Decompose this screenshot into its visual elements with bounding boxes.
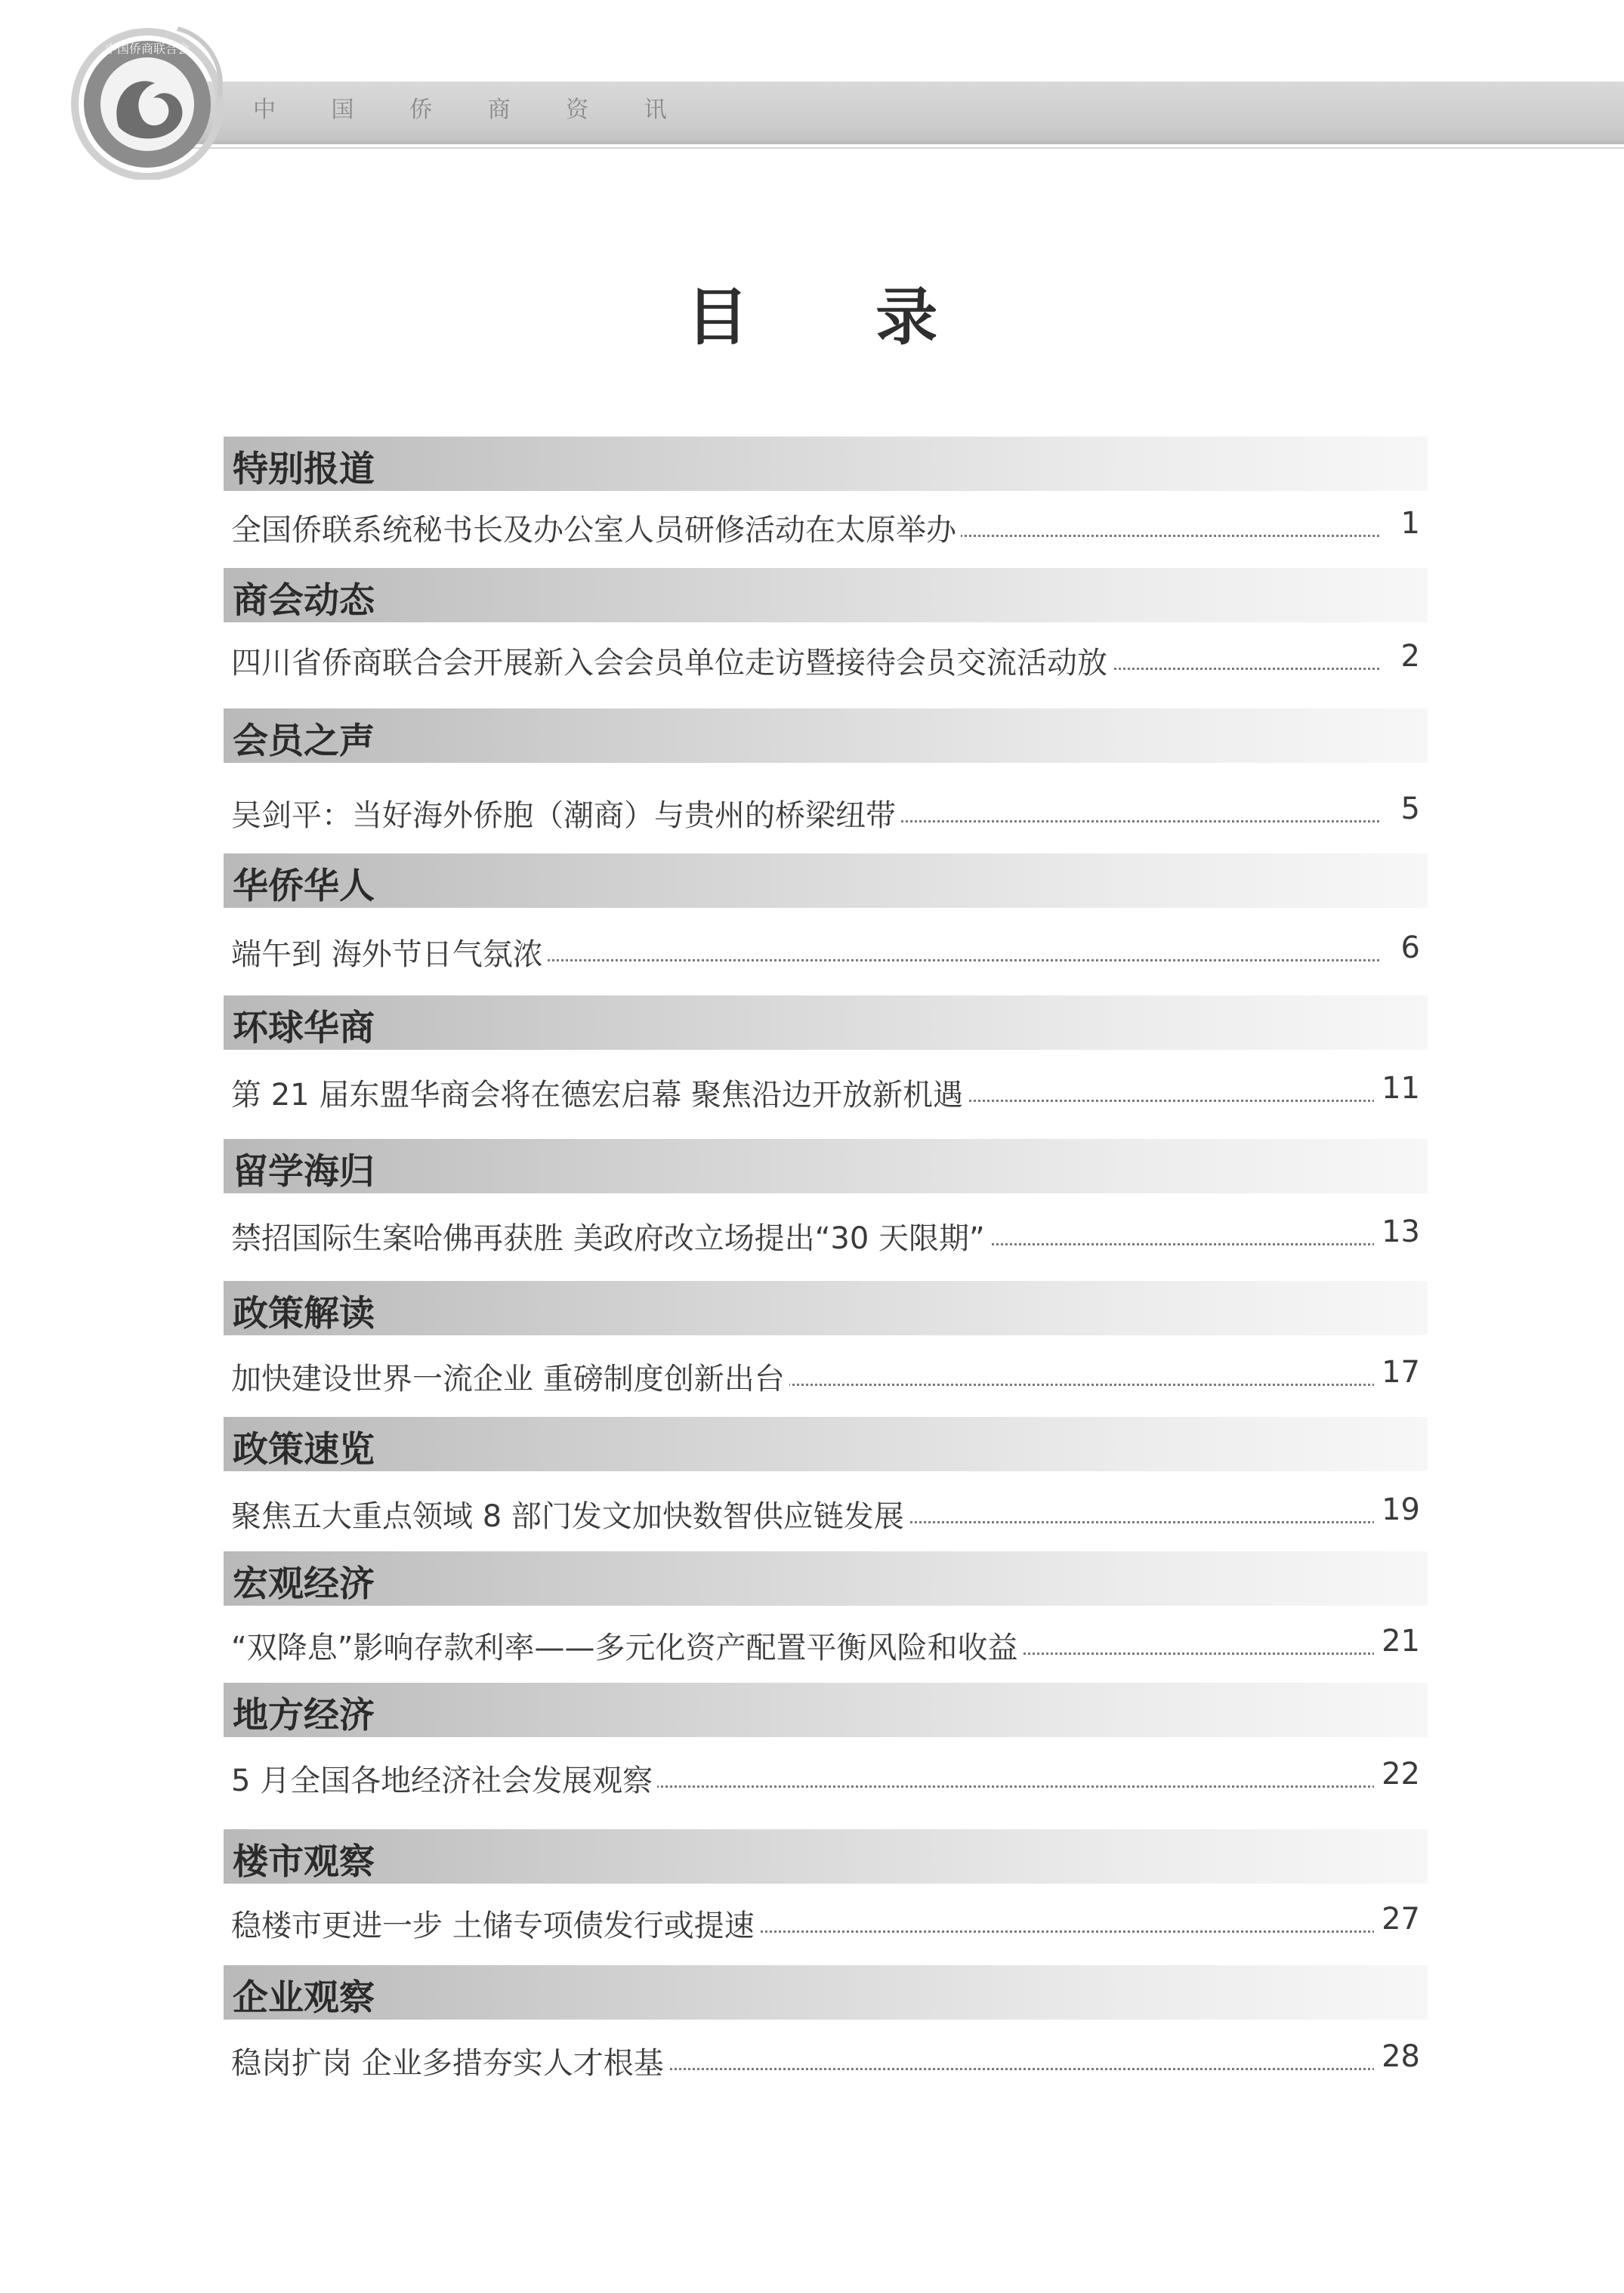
entry-title: 聚焦五大重点领域 8 部门发文加快数智供应链发展 (231, 1492, 909, 1535)
toc-entry[interactable] (231, 792, 1425, 837)
publication-title: 中 国 侨 商 资 讯 (253, 97, 691, 123)
toc-entry[interactable] (231, 1071, 1425, 1116)
section-title: 特别报道 (233, 449, 375, 490)
toc-entry[interactable] (231, 1902, 1425, 1947)
section-title: 环球华商 (233, 1008, 375, 1049)
section-title: 楼市观察 (233, 1841, 375, 1883)
section-header (224, 437, 1428, 491)
entry-title: 全国侨联系统秘书长及办公室人员研修活动在太原举办 (231, 506, 961, 549)
section-header (224, 1281, 1428, 1335)
entry-page-number: 17 (1374, 1355, 1420, 1390)
section-header (224, 1551, 1428, 1606)
section-title: 商会动态 (233, 580, 375, 622)
entry-title: 加快建设世界一流企业 重磅制度创新出台 (231, 1355, 789, 1398)
section-title: 华侨华人 (233, 866, 375, 907)
section-title: 企业观察 (233, 1977, 375, 2019)
section-title: 地方经济 (233, 1695, 375, 1736)
entry-page-number: 27 (1374, 1902, 1420, 1937)
entry-title: 稳楼市更进一步 土储专项债发行或提速 (231, 1902, 759, 1945)
section-header (224, 995, 1428, 1050)
entry-title: 四川省侨商联合会开展新入会会员单位走访暨接待会员交流活动放 (231, 639, 1112, 682)
entry-page-number: 11 (1374, 1071, 1420, 1106)
entry-title: 禁招国际生案哈佛再获胜 美政府改立场提出“30 天限期” (231, 1214, 990, 1258)
page-title: 目 录 (686, 282, 991, 353)
section-header (224, 853, 1428, 908)
section-header (224, 1965, 1428, 2020)
section-title: 宏观经济 (233, 1563, 375, 1605)
entry-page-number: 21 (1374, 1624, 1420, 1659)
section-header (224, 1139, 1428, 1193)
toc-entry[interactable] (231, 930, 1425, 976)
entry-page-number: 5 (1382, 792, 1420, 826)
section-title: 会员之声 (233, 721, 375, 762)
toc-entry[interactable] (231, 1355, 1425, 1400)
section-header (224, 1829, 1428, 1884)
toc-entry[interactable] (231, 1757, 1425, 1802)
logo-text: 中国侨商联合会 (104, 42, 190, 56)
entry-page-number: 28 (1374, 2039, 1420, 2074)
section-title: 留学海归 (233, 1151, 375, 1193)
entry-page-number: 13 (1374, 1214, 1420, 1249)
entry-title: 端午到 海外节日气氛浓 (231, 930, 548, 974)
section-title: 政策解读 (233, 1293, 375, 1335)
entry-title: 吴剑平：当好海外侨胞（潮商）与贵州的桥梁纽带 (231, 792, 900, 835)
toc-entry[interactable] (231, 639, 1425, 684)
entry-page-number: 2 (1382, 639, 1420, 674)
toc-entry[interactable] (231, 1492, 1425, 1538)
section-header (224, 1417, 1428, 1471)
entry-title: 稳岗扩岗 企业多措夯实人才根基 (231, 2039, 668, 2082)
toc-entry[interactable] (231, 1624, 1425, 1669)
entry-title: 5 月全国各地经济社会发展观察 (231, 1757, 657, 1800)
entry-page-number: 19 (1374, 1492, 1420, 1527)
toc-entry[interactable] (231, 506, 1425, 551)
section-header (224, 1683, 1428, 1737)
entry-page-number: 1 (1382, 506, 1420, 541)
toc-entry[interactable] (231, 2039, 1425, 2085)
entry-title: 第 21 届东盟华商会将在德宏启幕 聚焦沿边开放新机遇 (231, 1071, 968, 1114)
section-header (224, 568, 1428, 622)
section-title: 政策速览 (233, 1429, 375, 1471)
section-header (224, 708, 1428, 763)
entry-page-number: 6 (1382, 930, 1420, 965)
entry-page-number: 22 (1374, 1757, 1420, 1792)
entry-title: “双降息”影响存款利率——多元化资产配置平衡风险和收益 (231, 1624, 1022, 1667)
toc-entry[interactable] (231, 1214, 1425, 1260)
